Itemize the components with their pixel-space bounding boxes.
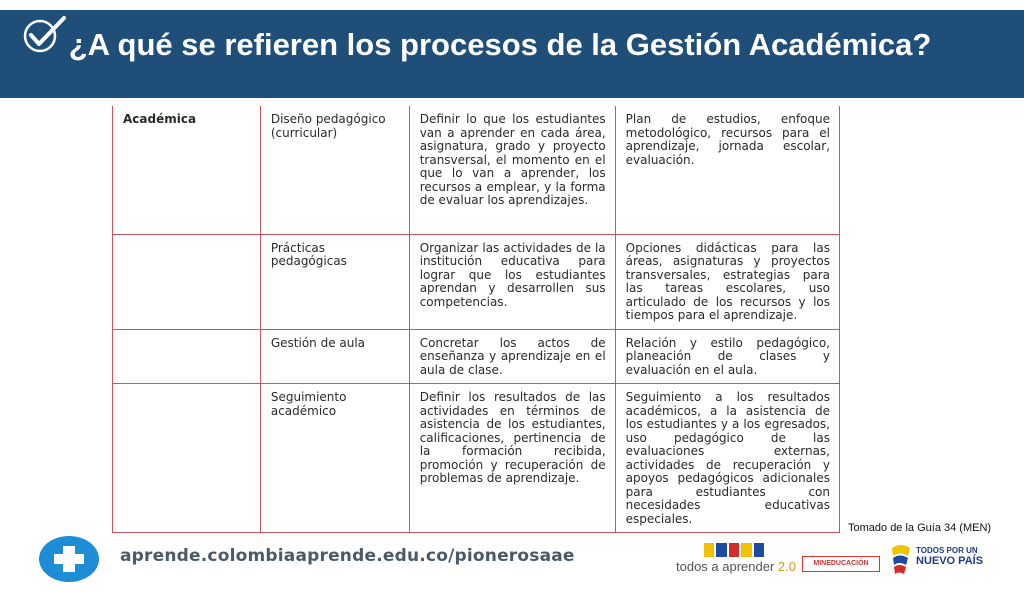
table-row [113, 384, 840, 533]
area-cell-empty [113, 234, 261, 329]
process-cell: Diseño pedagógico (curricular) [260, 106, 409, 234]
components-cell: Opciones didácticas para las áreas, asignaturas y proyectos transversales, estrategias para las tareas escolares, uso articulado de los recursos y los tiempos para el aprendizaje. [615, 234, 839, 329]
area-cell: Académica [113, 106, 261, 234]
definition-cell: Definir lo que los estudiantes van a aprender en cada área, asignatura, grado y proyecto transversal, el momento en el que lo van a aprender, los recursos a emplear, y la forma de evaluar los aprendizajes. [409, 106, 615, 234]
nuevo-pais-logo [888, 540, 1000, 580]
slide-header [0, 10, 1024, 98]
components-cell: Relación y estilo pedagógico, planeación de clases y evaluación en el aula. [615, 329, 839, 384]
definition-cell: Concretar los actos de enseñanza y aprendizaje en el aula de clase. [409, 329, 615, 384]
source-note: Tomado de la Guía 34 (MEN) [848, 522, 992, 534]
colombia-flag-icon [888, 542, 914, 578]
definition-cell: Organizar las actividades de la institución educativa para lograr que los estudiantes aprendan y desarrollen sus competencias. [409, 234, 615, 329]
process-cell: Prácticas pedagógicas [260, 234, 409, 329]
table-row [113, 329, 840, 384]
footer-url[interactable]: aprende.colombiaaprende.edu.co/pionerosaae [120, 546, 575, 566]
todos-a-aprender-logo [676, 541, 796, 583]
area-cell-empty [113, 384, 261, 533]
components-cell: Plan de estudios, enfoque metodológico, recursos para el aprendizaje, jornada escolar, evaluación. [615, 106, 839, 234]
process-cell: Seguimiento académico [260, 384, 409, 533]
area-cell-empty [113, 329, 261, 384]
table-row [113, 234, 840, 329]
slide-title: ¿A qué se refieren los procesos de la Gestión Académica? [68, 27, 932, 62]
process-table [112, 106, 840, 546]
definition-cell: Definir los resultados de las actividades en términos de asistencia de los estudiantes, calificaciones, pertinencia de la formación recibida, promoción y recuperación de problemas de aprendizaje. [409, 384, 615, 533]
table-row [113, 106, 840, 234]
mineducacion-logo: MINEDUCACIÓN [802, 556, 880, 572]
todos-label: todos a aprender 2.0 [676, 559, 796, 574]
nuevo-pais-text: TODOS POR UN NUEVO PAÍS [916, 546, 984, 567]
components-cell: Seguimiento a los resultados académicos, a la asistencia de los estudiantes y a los egresados, uso pedagógico de las evaluaciones externas, actividades de recuperación y apoyos pedagógicos adicionales para estudiantes con necesidades educativas especiales. [615, 384, 839, 533]
medical-cross-logo-icon [38, 535, 100, 583]
color-bars-icon [704, 543, 764, 557]
process-cell: Gestión de aula [260, 329, 409, 384]
